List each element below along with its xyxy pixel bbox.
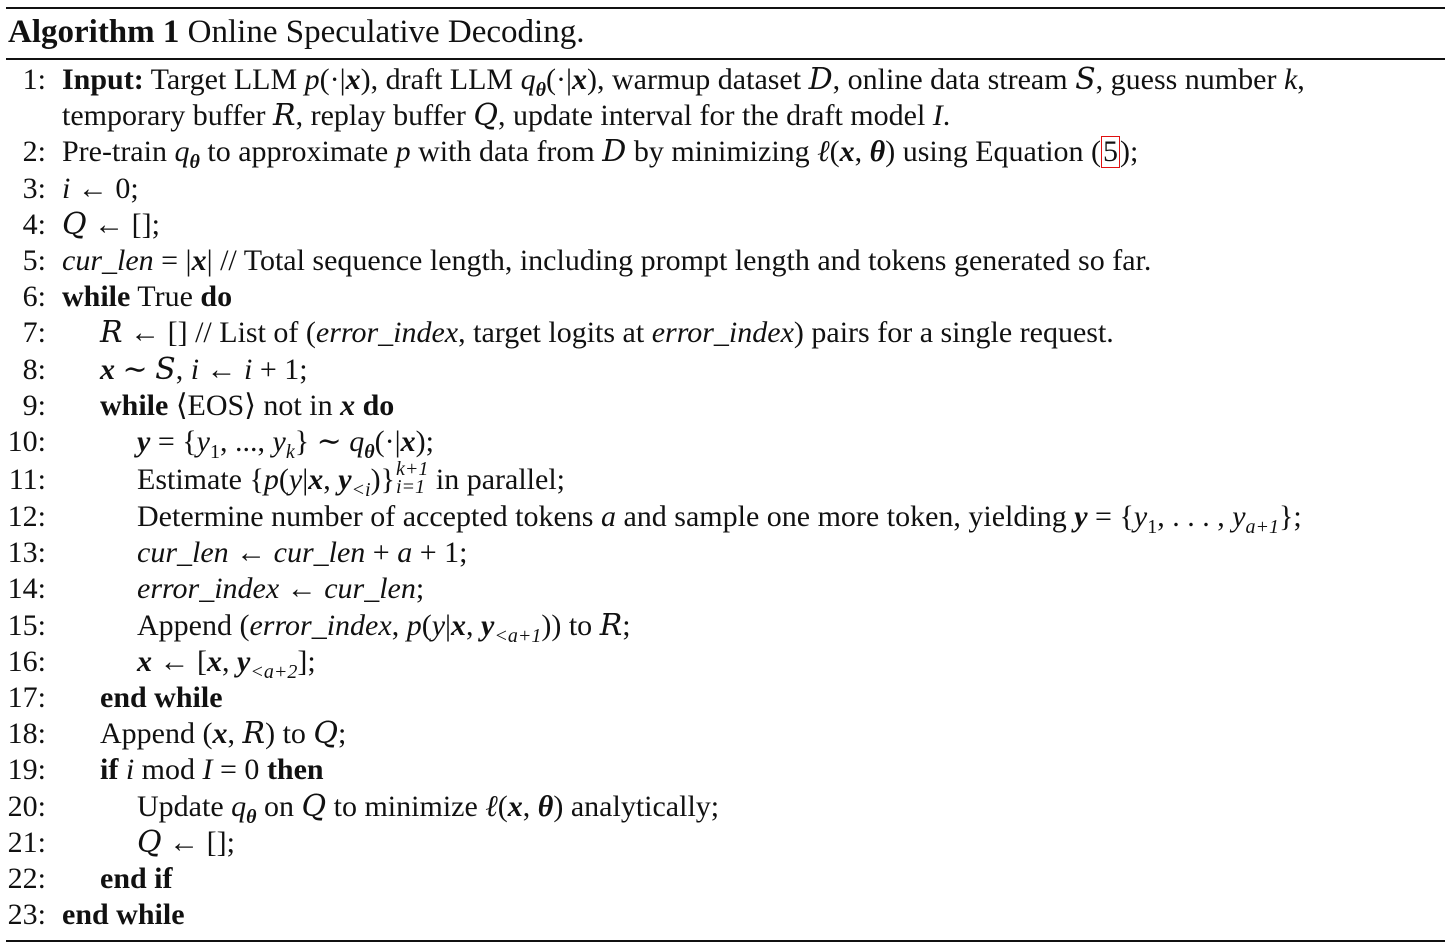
line-text xyxy=(62,897,185,933)
keyword: then xyxy=(266,753,324,787)
math-symbol: x xyxy=(137,644,152,678)
math-symbol: error_index xyxy=(315,316,459,350)
text-segment: to approximate xyxy=(199,135,396,169)
text-segment: , xyxy=(466,608,482,642)
math-symbol: k xyxy=(1283,63,1298,96)
text-segment: ); xyxy=(1120,135,1139,169)
math-symbol: x xyxy=(400,424,416,458)
math-symbol: θ xyxy=(869,135,886,169)
math-symbol: Q xyxy=(313,716,339,752)
math-symbol: p xyxy=(304,63,320,96)
algorithm-line xyxy=(0,315,1456,351)
line-text xyxy=(62,98,950,134)
math-symbol: x xyxy=(191,243,207,277)
text-segment: . xyxy=(942,99,951,133)
text-segment: (·| xyxy=(546,63,572,96)
math-symbol: cur_len xyxy=(273,536,366,570)
text-segment: Determine number of accepted tokens xyxy=(137,500,601,534)
math-symbol: x xyxy=(507,789,523,823)
math-symbol: i xyxy=(190,352,200,386)
algorithm-line xyxy=(0,644,1456,683)
line-text xyxy=(100,716,346,752)
algorithm-line xyxy=(0,861,1456,897)
text-segment: ← [ xyxy=(152,644,207,678)
text-segment: in parallel; xyxy=(428,463,565,497)
algorithm-caption xyxy=(8,12,584,52)
text-segment: + xyxy=(365,536,398,570)
math-symbol: Q xyxy=(62,206,87,242)
algorithm-line xyxy=(0,207,1456,243)
text-segment: = 0 xyxy=(212,753,267,787)
text-segment: ( xyxy=(278,463,289,497)
text-segment: | // Total sequence length, including prompt length and tokens generated so far. xyxy=(206,243,1152,277)
text-segment: 1 xyxy=(1147,516,1158,539)
line-number: 20: xyxy=(7,789,46,823)
math-symbol: y xyxy=(1133,500,1148,534)
text-segment: }; xyxy=(1279,500,1302,534)
math-symbol: x xyxy=(451,608,467,642)
math-symbol: y xyxy=(1232,500,1246,534)
line-text xyxy=(62,243,1151,279)
text-segment: , xyxy=(854,135,870,169)
math-symbol: y xyxy=(272,424,286,458)
text-segment: )} xyxy=(370,463,395,497)
line-number: 6: xyxy=(22,280,46,314)
math-symbol: k xyxy=(285,440,295,463)
text-segment: ) analytically; xyxy=(553,789,720,823)
text-segment: (·| xyxy=(319,63,346,96)
text-segment: , xyxy=(175,352,191,386)
algorithm-line xyxy=(0,388,1456,424)
algorithm-line xyxy=(0,98,1456,134)
algorithm-title: Online Speculative Decoding. xyxy=(187,14,585,50)
text-segment: ; xyxy=(338,717,347,751)
line-number: 4: xyxy=(22,207,46,241)
math-symbol: x xyxy=(212,717,228,751)
math-symbol: y xyxy=(431,608,446,642)
math-symbol: x xyxy=(340,388,356,422)
text-segment: , replay buffer xyxy=(295,99,474,133)
text-segment: ; xyxy=(622,608,631,642)
text-segment: ); xyxy=(415,424,434,458)
text-segment: = | xyxy=(153,243,192,277)
math-symbol: R xyxy=(273,98,296,134)
text-segment: , update interval for the draft model xyxy=(497,99,933,133)
line-number: 15: xyxy=(7,608,46,642)
line-text xyxy=(62,279,232,315)
algorithm-line xyxy=(0,134,1456,174)
math-symbol: q xyxy=(174,135,190,169)
text-segment: (·| xyxy=(374,424,401,458)
math-symbol: Q xyxy=(137,824,162,860)
algorithm-label: Algorithm 1 xyxy=(8,14,180,50)
math-symbol: I xyxy=(202,753,213,787)
math-symbol: x xyxy=(100,352,115,386)
line-number: 23: xyxy=(7,898,46,932)
math-symbol: a xyxy=(600,500,616,534)
text-segment: temporary buffer xyxy=(62,99,274,133)
math-symbol: x xyxy=(839,135,855,169)
keyword: while xyxy=(100,388,169,422)
text-segment: + 1; xyxy=(252,352,308,386)
math-symbol: p xyxy=(395,135,411,169)
math-symbol: p xyxy=(406,608,422,642)
text-segment: = { xyxy=(1087,500,1134,534)
math-symbol: q xyxy=(520,63,536,96)
math-symbol: i xyxy=(244,352,253,386)
math-symbol: θ xyxy=(189,151,200,174)
math-symbol: a+1 xyxy=(1245,516,1280,539)
upper-index: k+1 xyxy=(396,458,429,481)
keyword: end while xyxy=(100,681,223,714)
bottom-rule xyxy=(6,940,1445,942)
text-segment: | xyxy=(445,608,452,642)
text-segment xyxy=(118,753,126,786)
math-symbol: S xyxy=(155,351,176,387)
text-segment: ; xyxy=(415,572,425,606)
text-segment: to minimize xyxy=(326,789,486,823)
algorithm-line xyxy=(0,680,1456,716)
text-segment: ]; xyxy=(297,644,316,678)
line-number: 1: xyxy=(22,63,46,96)
math-symbol: Q xyxy=(301,788,327,824)
text-segment: Append ( xyxy=(100,717,213,751)
line-number: 19: xyxy=(7,753,46,787)
line-text xyxy=(100,352,308,388)
line-text xyxy=(137,460,565,500)
text-segment: = { xyxy=(150,424,197,458)
math-symbol: cur_len xyxy=(137,536,229,570)
text-segment: mod xyxy=(134,753,203,787)
math-symbol: D xyxy=(808,62,833,97)
line-number: 3: xyxy=(22,171,46,205)
text-segment: ⟨EOS⟩ not in xyxy=(168,388,341,422)
math-symbol: x xyxy=(207,644,222,678)
math-symbol: θ xyxy=(246,805,257,828)
line-text xyxy=(137,788,720,828)
math-symbol: R xyxy=(100,315,123,351)
text-segment: by minimizing xyxy=(626,135,818,169)
text-segment: | xyxy=(302,463,309,497)
keyword: end if xyxy=(100,861,173,895)
text-segment: , xyxy=(323,463,339,497)
math-symbol: p xyxy=(263,463,279,497)
text-segment: ), draft LLM xyxy=(360,63,521,96)
line-number: 16: xyxy=(7,644,46,678)
math-symbol: y xyxy=(481,608,495,642)
algorithm-body xyxy=(0,62,1456,933)
text-segment: Estimate { xyxy=(137,463,264,497)
line-text xyxy=(100,315,1114,351)
algorithm-line xyxy=(0,424,1456,463)
text-segment: ← []; xyxy=(161,825,235,859)
line-text xyxy=(62,207,160,243)
line-text xyxy=(100,680,223,716)
math-symbol: y xyxy=(338,463,352,497)
line-number: 5: xyxy=(22,243,46,277)
text-segment: , . . . , xyxy=(1157,500,1233,534)
text-segment: ∼ xyxy=(115,352,156,386)
algorithm-line xyxy=(0,607,1456,647)
math-symbol: I xyxy=(932,99,943,133)
text-segment: ← []; xyxy=(86,207,160,241)
line-text xyxy=(137,535,467,571)
line-text xyxy=(100,861,173,897)
math-symbol: D xyxy=(602,134,627,170)
math-symbol: y xyxy=(196,424,210,458)
algorithm-line xyxy=(0,279,1456,315)
text-segment: ← xyxy=(228,536,274,570)
line-text xyxy=(62,134,1139,174)
index-range xyxy=(396,458,429,499)
keyword: end while xyxy=(62,898,185,932)
line-number: 2: xyxy=(22,135,46,169)
math-symbol: q xyxy=(231,789,247,823)
math-symbol: q xyxy=(349,424,365,458)
text-segment: ← xyxy=(199,352,245,386)
text-segment: , xyxy=(522,789,538,823)
algorithm-line xyxy=(0,752,1456,788)
text-segment: 1 xyxy=(209,440,220,463)
line-number: 8: xyxy=(22,352,46,386)
algorithm-line xyxy=(0,243,1456,279)
text-segment: ( xyxy=(497,789,508,823)
line-text xyxy=(137,571,424,607)
text-segment: ← [] // List of ( xyxy=(122,316,316,350)
line-number: 12: xyxy=(7,500,46,534)
line-number: 21: xyxy=(7,825,46,859)
math-symbol: error_index xyxy=(137,572,280,606)
algorithm-line xyxy=(0,458,1456,502)
text-segment: on xyxy=(256,789,302,823)
text-segment: } ∼ xyxy=(294,424,350,458)
text-segment: , xyxy=(1297,63,1305,96)
line-text xyxy=(137,424,434,463)
math-symbol: cur_len xyxy=(62,243,154,277)
text-segment: , online data stream xyxy=(832,63,1076,96)
math-symbol: ℓ xyxy=(817,135,830,169)
algorithm-line xyxy=(0,825,1456,861)
math-symbol: <i xyxy=(351,479,371,502)
line-text xyxy=(137,644,316,683)
algorithm-line xyxy=(0,499,1456,539)
text-segment: )) to xyxy=(541,608,600,642)
line-number: 13: xyxy=(7,536,46,570)
keyword: Input: xyxy=(62,63,144,96)
line-text xyxy=(62,171,139,207)
text-segment: and sample one more token, yielding xyxy=(615,500,1075,534)
line-text xyxy=(137,607,631,647)
text-segment: Update xyxy=(137,789,232,823)
line-text xyxy=(62,62,1305,101)
math-symbol: <a+1 xyxy=(494,624,542,647)
text-segment: ) using Equation ( xyxy=(885,135,1102,169)
keyword: do xyxy=(200,280,233,314)
keyword: while xyxy=(62,280,131,314)
math-symbol: i xyxy=(62,171,71,205)
math-symbol: cur_len xyxy=(324,572,416,606)
text-segment: ( xyxy=(829,135,840,169)
top-rule xyxy=(6,7,1445,9)
math-symbol: R xyxy=(599,607,623,643)
line-text xyxy=(100,388,394,424)
algorithm-line xyxy=(0,62,1456,101)
text-segment: ), warmup dataset xyxy=(587,63,809,96)
equation-reference-link[interactable]: 5 xyxy=(1103,135,1119,169)
text-segment: , guess number xyxy=(1095,63,1284,96)
keyword: do xyxy=(355,388,395,422)
math-symbol: y xyxy=(237,644,251,678)
algorithm-line xyxy=(0,171,1456,207)
line-text xyxy=(137,499,1302,539)
line-text xyxy=(137,825,235,861)
text-segment: , ..., xyxy=(219,424,273,458)
math-symbol: Q xyxy=(473,98,498,134)
algorithm-line xyxy=(0,571,1456,607)
algorithm-line xyxy=(0,897,1456,933)
text-segment: Append ( xyxy=(137,608,250,642)
text-segment: ( xyxy=(421,608,432,642)
text-segment: ← xyxy=(279,572,325,606)
line-number: 22: xyxy=(7,861,46,895)
algorithm-line xyxy=(0,716,1456,752)
caption-rule xyxy=(6,58,1445,60)
math-symbol: ℓ xyxy=(485,789,498,823)
math-symbol: y xyxy=(1074,500,1088,534)
math-symbol: i xyxy=(125,753,135,787)
line-text xyxy=(100,752,324,788)
line-number: 14: xyxy=(7,572,46,606)
math-symbol: θ xyxy=(537,789,554,823)
math-symbol: error_index xyxy=(651,316,794,350)
keyword: if xyxy=(100,753,119,787)
line-number: 9: xyxy=(22,388,46,422)
math-symbol: x xyxy=(308,463,324,497)
text-segment: , xyxy=(222,644,237,678)
math-symbol: error_index xyxy=(249,608,392,642)
math-symbol: x xyxy=(345,63,361,96)
algorithm-line xyxy=(0,352,1456,388)
algorithm-line xyxy=(0,535,1456,571)
text-segment: + 1; xyxy=(412,536,468,570)
text-segment: ← 0; xyxy=(70,171,139,205)
line-number: 18: xyxy=(7,717,46,751)
math-symbol: R xyxy=(242,716,266,752)
math-symbol: S xyxy=(1075,62,1096,97)
line-number: 17: xyxy=(7,681,46,714)
text-segment: ) to xyxy=(265,717,314,751)
math-symbol: <a+2 xyxy=(250,660,298,683)
text-segment: True xyxy=(130,280,201,314)
text-segment: Target LLM xyxy=(143,63,305,96)
text-segment: , xyxy=(391,608,407,642)
text-segment: , target logits at xyxy=(458,316,652,350)
math-symbol: x xyxy=(572,63,587,96)
math-symbol: y xyxy=(137,424,151,458)
line-number: 11: xyxy=(8,463,46,497)
line-number: 7: xyxy=(22,316,46,350)
text-segment: , xyxy=(227,717,243,751)
text-segment: ) pairs for a single request. xyxy=(793,316,1114,350)
math-symbol: a xyxy=(397,536,413,570)
math-symbol: θ xyxy=(364,440,375,463)
text-segment: with data from xyxy=(410,135,603,169)
algorithm-line xyxy=(0,788,1456,828)
line-number: 10: xyxy=(7,424,46,458)
math-symbol: y xyxy=(288,463,303,497)
lower-index: i=1 xyxy=(396,476,426,499)
text-segment: Pre-train xyxy=(62,135,175,169)
math-symbol: θ xyxy=(535,79,546,101)
